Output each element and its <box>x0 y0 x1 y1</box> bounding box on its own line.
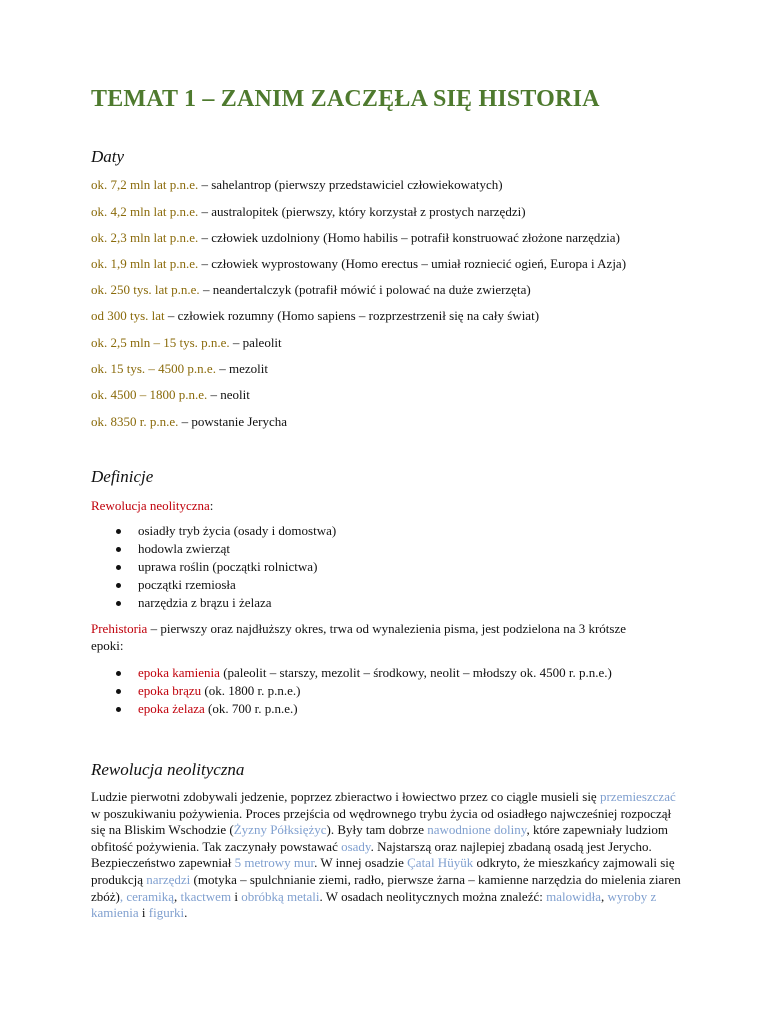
epochs-list <box>91 664 612 718</box>
definition-text: – pierwszy oraz najdłuższy okres, trwa od wynalezienia pisma, jest podzielona na 3 krótsze <box>147 621 626 636</box>
paragraph-text: i <box>138 905 149 921</box>
date-line <box>91 413 287 431</box>
paragraph-text: odkryto, że mieszkańcy zajmowali się produkcją <box>91 855 675 887</box>
dates-heading: Daty <box>91 147 125 166</box>
list-item <box>91 664 612 682</box>
date-line <box>91 176 503 194</box>
epoch-description: (paleolit – starszy, mezolit – środkowy, neolit – młodszy ok. 4500 r. p.n.e.) <box>219 665 612 680</box>
keyword: narzędzi <box>146 871 191 887</box>
prehistoria-definition-line1 <box>91 620 626 638</box>
neolithic-revolution-heading: Rewolucja neolityczna <box>91 760 245 779</box>
epoch-description: (ok. 700 r. p.n.e.) <box>204 701 298 716</box>
date-line <box>91 334 282 352</box>
definitions-heading: Definicje <box>91 467 154 486</box>
date-value: ok. 2,3 mln lat p.n.e. <box>91 230 199 245</box>
keyword: osady <box>341 838 371 854</box>
list-item: początki rzemiosła <box>91 576 336 594</box>
paragraph-text: , które zapewniały ludziom obfitość pożywienia. Tak zaczynały powstawać <box>91 822 668 854</box>
date-description: – człowiek wyprostowany (Homo erectus – umiał rozniecić ogień, Europa i Azja) <box>198 256 627 271</box>
date-line <box>91 229 620 247</box>
paragraph-text: ). Były tam dobrze <box>326 822 428 838</box>
date-value: od 300 tys. lat <box>91 308 165 323</box>
keyword: Żyzny Półksiężyc <box>233 822 327 838</box>
definition-term: Rewolucja neolityczna <box>91 498 210 513</box>
date-description: – człowiek uzdolniony (Homo habilis – potrafił konstruować złożone narzędzia) <box>198 230 620 245</box>
date-value: ok. 2,5 mln – 15 tys. p.n.e. <box>91 335 230 350</box>
date-line <box>91 360 268 378</box>
keyword: przemieszczać <box>599 789 676 804</box>
epoch-description: (ok. 1800 r. p.n.e.) <box>201 683 301 698</box>
date-description: – mezolit <box>215 361 268 376</box>
date-description: – neolit <box>207 387 250 402</box>
date-line <box>91 255 626 273</box>
paragraph-text: , <box>600 888 608 904</box>
paragraph-text: , <box>174 888 181 904</box>
list-item: osiadły tryb życia (osady i domostwa) <box>91 522 336 540</box>
date-description: – paleolit <box>229 335 282 350</box>
list-item: narzędzia z brązu i żelaza <box>91 594 336 612</box>
keyword: obróbką metali <box>241 888 320 904</box>
date-value: ok. 15 tys. – 4500 p.n.e. <box>91 361 216 376</box>
keyword: malowidła <box>546 888 601 904</box>
list-item: uprawa roślin (początki rolnictwa) <box>91 558 336 576</box>
neolithic-features-list <box>91 522 336 612</box>
definition-term-line <box>91 497 213 515</box>
date-line <box>91 203 526 221</box>
date-description: – człowiek rozumny (Homo sapiens – rozprzestrzenił się na cały świat) <box>164 308 540 323</box>
keyword: Çatal Hüyük <box>407 855 474 871</box>
date-value: ok. 1,9 mln lat p.n.e. <box>91 256 199 271</box>
date-line <box>91 281 531 299</box>
epoch-name: epoka brązu <box>138 683 202 698</box>
paragraph-text: . W osadach neolitycznych można znaleźć: <box>319 888 547 904</box>
date-value: ok. 8350 r. p.n.e. <box>91 414 179 429</box>
paragraph-text: . W innej osadzie <box>314 855 408 871</box>
date-description: – powstanie Jerycha <box>178 414 288 429</box>
keyword: nawodnione doliny <box>427 822 527 838</box>
list-item <box>91 682 612 700</box>
keyword: , ceramiką <box>119 888 175 904</box>
keyword: figurki <box>148 905 185 921</box>
date-description: – australopitek (pierwszy, który korzystał z prostych narzędzi) <box>198 204 526 219</box>
neolithic-revolution-paragraph <box>91 789 681 922</box>
date-value: ok. 7,2 mln lat p.n.e. <box>91 177 199 192</box>
date-line <box>91 307 539 325</box>
page-title: TEMAT 1 – ZANIM ZACZĘŁA SIĘ HISTORIA <box>91 86 600 112</box>
paragraph-text: i <box>231 888 242 904</box>
epoch-name: epoka żelaza <box>138 701 205 716</box>
keyword: wyroby z kamienia <box>91 888 657 921</box>
date-value: ok. 4,2 mln lat p.n.e. <box>91 204 199 219</box>
paragraph-text: (motyka – spulchnianie ziemi, radło, pierwsze żarna – kamienne narzędzia do mielenia ziaren zbóż) <box>91 871 681 904</box>
date-value: ok. 4500 – 1800 p.n.e. <box>91 387 208 402</box>
date-value: ok. 250 tys. lat p.n.e. <box>91 282 200 297</box>
date-description: – neandertalczyk (potrafił mówić i polować na duże zwierzęta) <box>199 282 531 297</box>
list-item <box>91 700 612 718</box>
paragraph-text: . Najstarszą oraz najlepiej zbadaną osadą jest Jerycho. Bezpieczeństwo zapewniał <box>91 838 652 871</box>
definition-term: Prehistoria <box>91 621 148 636</box>
keyword: tkactwem <box>180 888 232 904</box>
paragraph-text: Ludzie pierwotni zdobywali jedzenie, poprzez zbieractwo i łowiectwo przez co ciągle musieli się <box>91 789 600 804</box>
paragraph-text: . <box>184 905 188 921</box>
epoch-name: epoka kamienia <box>138 665 220 680</box>
prehistoria-definition-line2: epoki: <box>91 638 124 653</box>
paragraph-text: w poszukiwaniu pożywienia. Proces przejścia od wędrownego trybu życia od osiadłego najwcześniej rozpoczął się na Bliskim Wschodzie ( <box>91 805 672 838</box>
term-colon: : <box>209 498 214 513</box>
keyword: 5 metrowy mur <box>234 855 315 871</box>
date-line <box>91 386 250 404</box>
date-description: – sahelantrop (pierwszy przedstawiciel człowiekowatych) <box>198 177 503 192</box>
list-item: hodowla zwierząt <box>91 540 336 558</box>
